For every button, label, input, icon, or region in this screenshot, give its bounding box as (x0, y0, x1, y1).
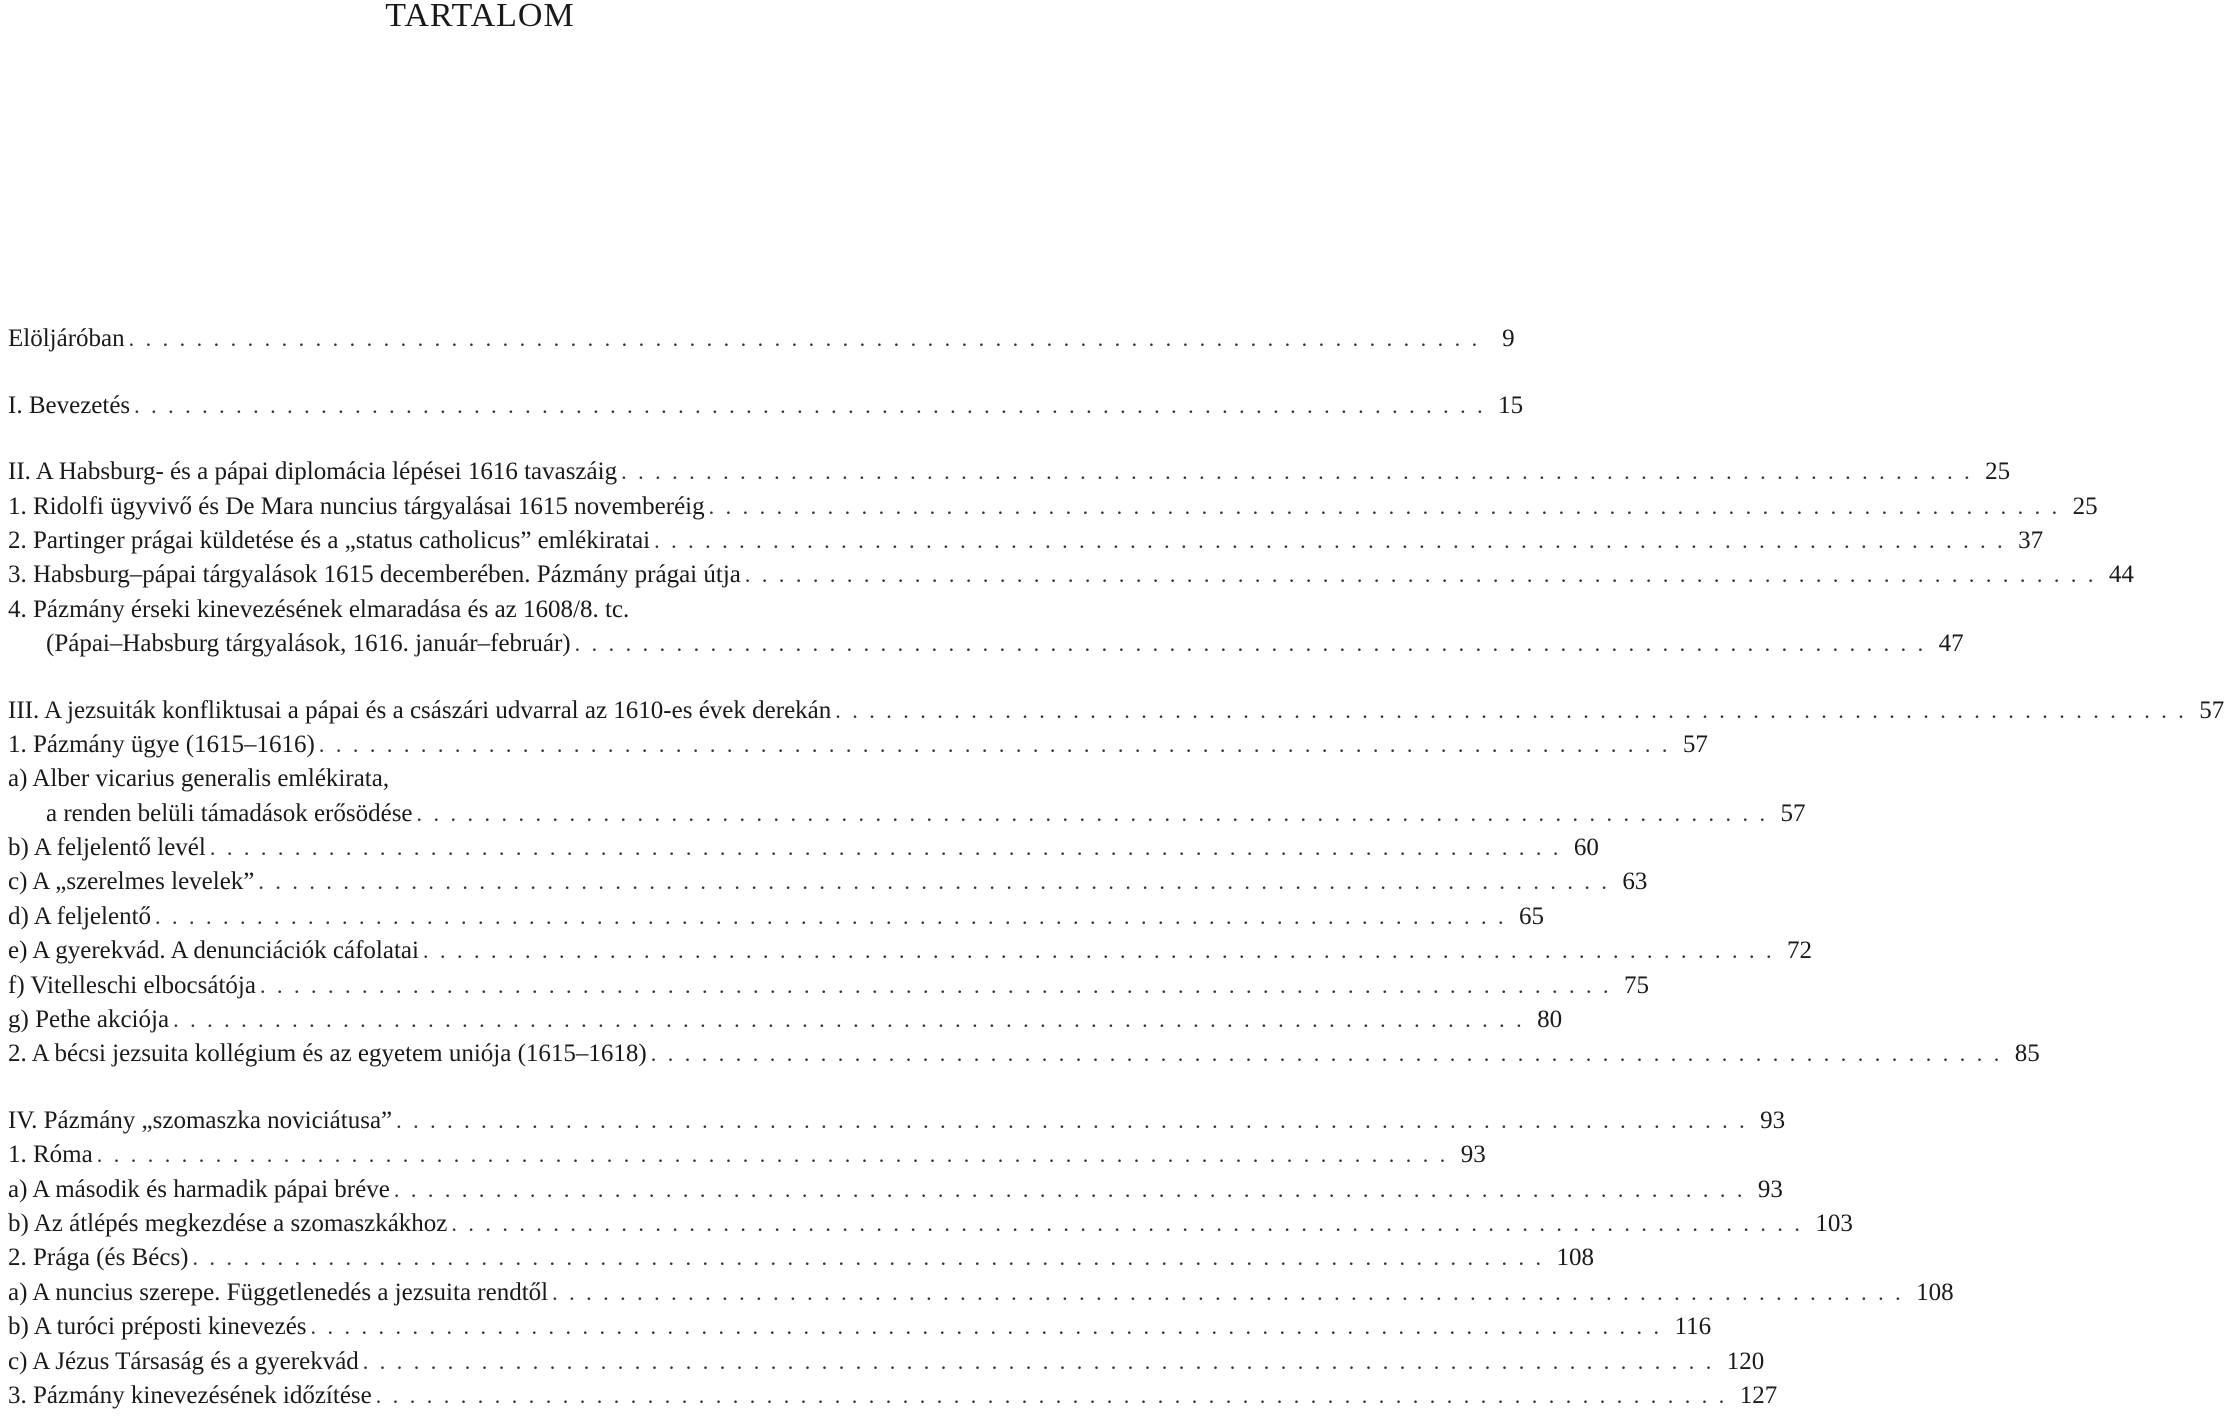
table-of-contents (8, 320, 2224, 1411)
toc-entry-page-number: 63 (1622, 868, 1648, 896)
dot-leader: ................................................................................ (396, 1107, 1757, 1133)
toc-entry-label: g) Pethe akciója (8, 1006, 170, 1034)
dot-leader: ................................................................................ (375, 1382, 1736, 1408)
toc-entry-page-number: 103 (1815, 1209, 1853, 1237)
toc-entry-page-number: 25 (1985, 458, 2011, 486)
dot-leader: ................................................................................ (258, 869, 1619, 895)
dot-leader: ................................................................................ (310, 1314, 1671, 1340)
toc-entry-page-number: 116 (1674, 1313, 1712, 1341)
toc-entry-label: Elöljáróban (8, 325, 125, 353)
toc-entry-page-number: 57 (2199, 696, 2224, 724)
toc-entry[interactable] (8, 1239, 1594, 1273)
toc-entry[interactable] (8, 863, 1648, 897)
toc-entry-page-number: 93 (1460, 1141, 1486, 1169)
toc-entry-page-number: 93 (1760, 1106, 1786, 1134)
dot-leader: ................................................................................ (416, 800, 1777, 826)
toc-entry-page-number: 65 (1519, 902, 1545, 930)
toc-entry-label: f) Vitelleschi elbocsátója (8, 971, 256, 999)
toc-entry-label: b) Az átlépés megkezdése a szomaszkákhoz (8, 1209, 448, 1237)
toc-entry-page-number: 57 (1682, 730, 1708, 758)
dot-leader: ................................................................................ (128, 326, 1489, 352)
toc-entry-page-number: 57 (1780, 799, 1806, 827)
toc-entry[interactable] (8, 453, 2011, 487)
dot-leader: ................................................................................ (654, 527, 2015, 553)
toc-entry[interactable] (8, 1035, 2040, 1069)
toc-entry-page-number: 108 (1556, 1244, 1594, 1272)
toc-entry[interactable] (8, 1308, 1712, 1342)
toc-entry-page-number: 120 (1726, 1347, 1765, 1375)
toc-entry-label: 2. Partinger prágai küldetése és a „status catholicus” emlékiratai (8, 526, 651, 554)
toc-entry-label: 1. Pázmány ügye (1615–1616) (8, 730, 315, 758)
toc-entry[interactable] (8, 625, 1964, 659)
dot-leader: ................................................................................ (835, 697, 2196, 723)
toc-entry[interactable] (8, 1101, 1786, 1135)
toc-entry[interactable] (8, 760, 960, 794)
toc-entry-page-number: 80 (1537, 1006, 1563, 1034)
dot-leader: ................................................................................ (708, 493, 2069, 519)
toc-entry-label: III. A jezsuiták konfliktusai a pápai és a császári udvarral az 1610-es évek derekán (8, 696, 832, 724)
toc-entry-page-number: 93 (1757, 1175, 1783, 1203)
toc-entry[interactable] (8, 829, 1599, 863)
toc-entry[interactable] (8, 691, 2224, 725)
toc-entry[interactable] (8, 590, 960, 624)
dot-leader: ................................................................................ (192, 1245, 1553, 1271)
dot-leader: ................................................................................ (362, 1348, 1723, 1374)
toc-entry-label: c) A Jézus Társaság és a gyerekvád (8, 1347, 359, 1375)
toc-entry-label: 3. Habsburg–pápai tárgyalások 1615 decemberében. Pázmány prágai útja (8, 561, 741, 589)
toc-entry-page-number: 44 (2108, 561, 2134, 589)
toc-entry-page-number: 108 (1916, 1278, 1954, 1306)
toc-entry-label: e) A gyerekvád. A denunciációk cáfolatai (8, 937, 419, 965)
dot-leader: ................................................................................ (422, 938, 1783, 964)
toc-entry[interactable] (8, 932, 1812, 966)
toc-entry-page-number: 47 (1938, 630, 1964, 658)
toc-entry-label: 2. A bécsi jezsuita kollégium és az egyetem uniója (1615–1618) (8, 1040, 647, 1068)
toc-entry-page-number: 25 (2072, 492, 2098, 520)
toc-entry-page-number: 9 (1502, 325, 1515, 353)
toc-entry-page-number: 72 (1786, 937, 1812, 965)
dot-leader: ................................................................................ (318, 731, 1679, 757)
toc-entry-label: a renden belüli támadások erősödése (46, 799, 413, 827)
dot-leader: ................................................................................ (744, 562, 2105, 588)
page-title: TARTALOM (385, 0, 575, 34)
toc-entry-label: c) A „szerelmes levelek” (8, 868, 255, 896)
toc-entry-label: (Pápai–Habsburg tárgyalások, 1616. január–február) (46, 630, 571, 658)
dot-leader: ................................................................................ (393, 1176, 1754, 1202)
toc-entry[interactable] (8, 897, 1545, 931)
toc-entry[interactable] (8, 487, 2098, 521)
dot-leader: ................................................................................ (209, 835, 1570, 861)
toc-entry-label: d) A feljelentő (8, 902, 152, 930)
toc-entry[interactable] (8, 726, 1708, 760)
toc-entry-label: 3. Pázmány kinevezésének időzítése (8, 1381, 372, 1409)
dot-leader: ................................................................................ (155, 903, 1516, 929)
dot-leader: ................................................................................ (552, 1279, 1913, 1305)
dot-leader: ................................................................................ (173, 1007, 1534, 1033)
toc-entry-label: I. Bevezetés (8, 391, 131, 419)
toc-entry[interactable] (8, 1342, 1765, 1376)
dot-leader: ................................................................................ (451, 1210, 1812, 1236)
toc-entry[interactable] (8, 1136, 1486, 1170)
toc-entry[interactable] (8, 1001, 1563, 1035)
toc-entry-label: II. A Habsburg- és a pápai diplomácia lépései 1616 tavaszáig (8, 458, 618, 486)
toc-entry-label: 4. Pázmány érseki kinevezésének elmaradása és az 1608/8. tc. (8, 595, 630, 623)
toc-entry-label: 1. Ridolfi ügyvivő és De Mara nuncius tárgyalásai 1615 novemberéig (8, 492, 705, 520)
toc-entry-page-number: 75 (1623, 971, 1649, 999)
toc-entry-page-number: 37 (2018, 526, 2044, 554)
toc-entry-label: a) Alber vicarius generalis emlékirata, (8, 765, 390, 793)
dot-leader: ................................................................................ (259, 972, 1620, 998)
toc-entry-label: b) A feljelentő levél (8, 834, 206, 862)
toc-entry-label: 2. Prága (és Bécs) (8, 1244, 189, 1272)
dot-leader: ................................................................................ (134, 392, 1495, 418)
toc-entry[interactable] (8, 386, 1524, 420)
toc-entry-label: a) A második és harmadik pápai bréve (8, 1175, 390, 1203)
dot-leader: ................................................................................ (621, 459, 1982, 485)
dot-leader: ................................................................................ (574, 631, 1935, 657)
toc-entry[interactable] (8, 794, 1806, 828)
toc-entry-page-number: 85 (2014, 1040, 2040, 1068)
toc-entry[interactable] (8, 522, 2044, 556)
toc-entry-label: a) A nuncius szerepe. Függetlenedés a jezsuita rendtől (8, 1278, 549, 1306)
toc-entry[interactable] (8, 320, 1515, 354)
toc-entry-label: IV. Pázmány „szomaszka noviciátusa” (8, 1106, 393, 1134)
toc-entry[interactable] (8, 1273, 1954, 1307)
toc-entry-label: 1. Róma (8, 1141, 93, 1169)
toc-entry[interactable] (8, 966, 1649, 1000)
dot-leader: ................................................................................ (650, 1041, 2011, 1067)
toc-entry-label: b) A turóci préposti kinevezés (8, 1313, 307, 1341)
toc-entry-page-number: 15 (1498, 391, 1524, 419)
toc-entry[interactable] (8, 1377, 1778, 1411)
toc-entry-page-number: 127 (1739, 1381, 1778, 1409)
toc-entry-page-number: 60 (1573, 834, 1599, 862)
toc-entry[interactable] (8, 1205, 1853, 1239)
dot-leader: ................................................................................ (96, 1142, 1457, 1168)
toc-entry[interactable] (8, 556, 2134, 590)
toc-entry[interactable] (8, 1170, 1783, 1204)
